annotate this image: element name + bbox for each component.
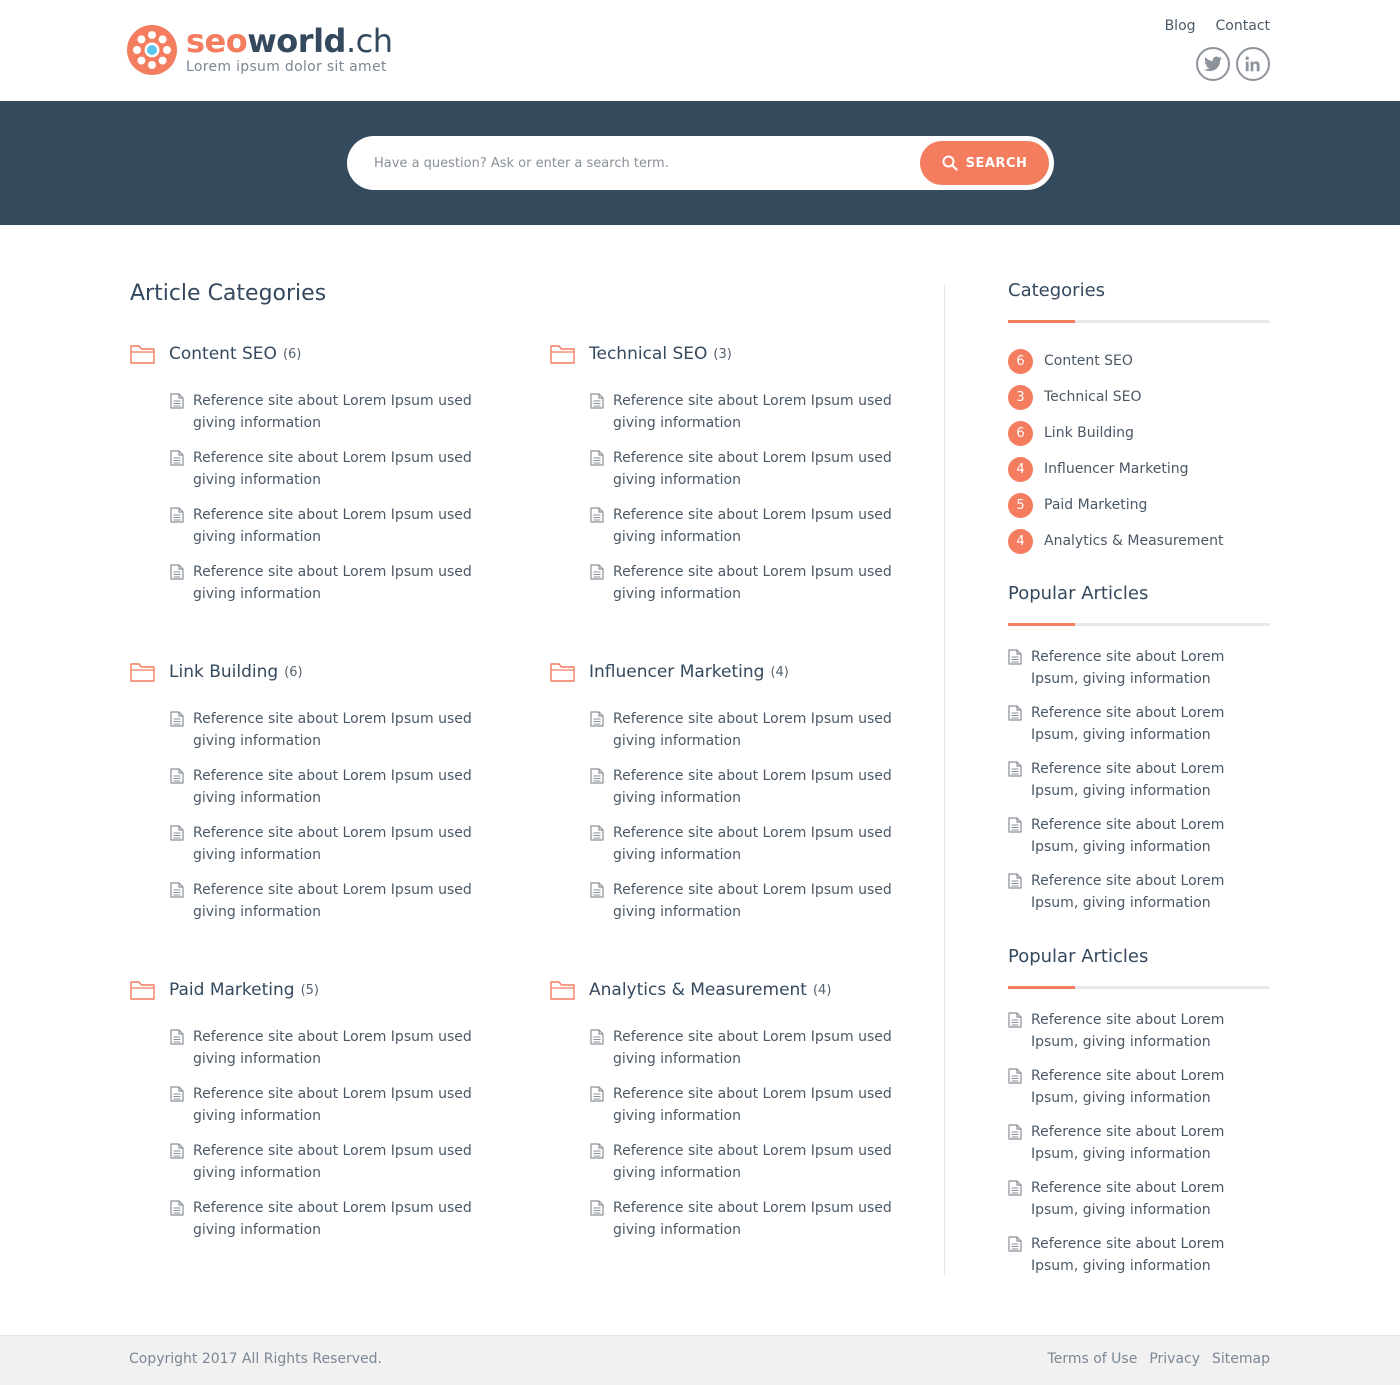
document-icon bbox=[1008, 1124, 1022, 1140]
article-item[interactable] bbox=[170, 879, 490, 936]
document-icon bbox=[1008, 1012, 1022, 1028]
popular-article-link[interactable]: Reference site about Lorem Ipsum, giving information bbox=[1031, 705, 1225, 743]
document-icon bbox=[1008, 817, 1022, 833]
logo-world: world bbox=[247, 22, 346, 60]
article-list bbox=[170, 390, 490, 618]
linkedin-button[interactable] bbox=[1236, 47, 1270, 81]
category-block bbox=[550, 660, 910, 936]
category-block bbox=[130, 342, 490, 618]
document-icon bbox=[170, 1200, 184, 1216]
article-list bbox=[170, 708, 490, 936]
document-icon bbox=[170, 507, 184, 523]
sidebar-category-label[interactable]: Analytics & Measurement bbox=[1044, 533, 1224, 549]
category-name[interactable]: Technical SEO bbox=[589, 344, 708, 364]
category-count: (4) bbox=[770, 664, 789, 680]
document-icon bbox=[170, 1029, 184, 1045]
document-icon bbox=[170, 1143, 184, 1159]
article-item[interactable] bbox=[170, 1026, 490, 1083]
sidebar-title-underline bbox=[1008, 986, 1270, 989]
twitter-icon bbox=[1204, 56, 1222, 72]
category-block bbox=[130, 978, 490, 1254]
document-icon bbox=[590, 1200, 604, 1216]
nav-contact[interactable]: Contact bbox=[1215, 18, 1270, 34]
site-header bbox=[0, 0, 1400, 101]
footer-links bbox=[1048, 1351, 1270, 1367]
category-header[interactable] bbox=[130, 660, 490, 684]
document-icon bbox=[170, 564, 184, 580]
popular-article-item[interactable] bbox=[1008, 646, 1270, 702]
popular-article-item[interactable] bbox=[1008, 1121, 1270, 1177]
article-item[interactable] bbox=[590, 1140, 910, 1197]
document-icon bbox=[590, 393, 604, 409]
count-badge: 5 bbox=[1008, 493, 1033, 518]
category-name[interactable]: Influencer Marketing bbox=[589, 662, 765, 682]
category-block bbox=[550, 978, 910, 1254]
popular-article-link[interactable]: Reference site about Lorem Ipsum, giving information bbox=[1031, 817, 1225, 855]
article-item[interactable] bbox=[170, 561, 490, 618]
count-badge: 4 bbox=[1008, 529, 1033, 554]
document-icon bbox=[590, 1143, 604, 1159]
folder-icon bbox=[130, 343, 155, 365]
document-icon bbox=[590, 768, 604, 784]
document-icon bbox=[1008, 1180, 1022, 1196]
popular-article-item[interactable] bbox=[1008, 1065, 1270, 1121]
copyright-text: Copyright 2017 All Rights Reserved. bbox=[129, 1351, 382, 1367]
category-header[interactable] bbox=[550, 978, 910, 1002]
document-icon bbox=[590, 450, 604, 466]
sidebar-title-underline bbox=[1008, 623, 1270, 626]
document-icon bbox=[590, 564, 604, 580]
article-item[interactable] bbox=[170, 447, 490, 504]
site-footer bbox=[0, 1335, 1400, 1385]
article-item[interactable] bbox=[590, 390, 910, 447]
footer-link-sitemap[interactable]: Sitemap bbox=[1212, 1351, 1270, 1367]
document-icon bbox=[590, 825, 604, 841]
logo-icon bbox=[127, 25, 177, 75]
sidebar-title-underline bbox=[1008, 320, 1270, 323]
folder-icon bbox=[550, 979, 575, 1001]
count-badge: 6 bbox=[1008, 421, 1033, 446]
popular-article-link[interactable]: Reference site about Lorem Ipsum, giving information bbox=[1031, 1124, 1225, 1162]
article-link[interactable]: Reference site about Lorem Ipsum used giving information bbox=[193, 711, 472, 749]
popular-article-link[interactable]: Reference site about Lorem Ipsum, giving information bbox=[1031, 1012, 1225, 1050]
sidebar-category-item[interactable] bbox=[1008, 379, 1270, 415]
article-link[interactable]: Reference site about Lorem Ipsum used giving information bbox=[613, 768, 892, 806]
sidebar-category-item[interactable] bbox=[1008, 451, 1270, 487]
article-item[interactable] bbox=[170, 822, 490, 879]
folder-icon bbox=[550, 343, 575, 365]
category-name[interactable]: Paid Marketing bbox=[169, 980, 295, 1000]
document-icon bbox=[170, 393, 184, 409]
article-item[interactable] bbox=[590, 822, 910, 879]
article-item[interactable] bbox=[170, 765, 490, 822]
document-icon bbox=[170, 882, 184, 898]
document-icon bbox=[170, 450, 184, 466]
logo-seo: seo bbox=[186, 22, 248, 60]
sidebar-popular-title: Popular Articles bbox=[1008, 583, 1149, 604]
document-icon bbox=[1008, 705, 1022, 721]
sidebar-category-item[interactable] bbox=[1008, 343, 1270, 379]
column-divider bbox=[944, 285, 945, 1275]
document-icon bbox=[170, 711, 184, 727]
popular-article-item[interactable] bbox=[1008, 870, 1270, 926]
article-item[interactable] bbox=[170, 1197, 490, 1254]
popular-article-link[interactable]: Reference site about Lorem Ipsum, giving information bbox=[1031, 873, 1225, 911]
category-block bbox=[130, 660, 490, 936]
category-count: (6) bbox=[284, 664, 303, 680]
sidebar-categories-title: Categories bbox=[1008, 280, 1106, 301]
document-icon bbox=[1008, 1068, 1022, 1084]
popular-article-link[interactable]: Reference site about Lorem Ipsum, giving information bbox=[1031, 1068, 1225, 1106]
category-count: (3) bbox=[713, 346, 732, 362]
logo-tagline: Lorem ipsum dolor sit amet bbox=[186, 59, 387, 75]
document-icon bbox=[1008, 873, 1022, 889]
article-item[interactable] bbox=[170, 1140, 490, 1197]
article-item[interactable] bbox=[590, 879, 910, 936]
search-input[interactable] bbox=[374, 149, 914, 177]
category-name[interactable]: Link Building bbox=[169, 662, 279, 682]
article-item[interactable] bbox=[590, 1026, 910, 1083]
popular-article-item[interactable] bbox=[1008, 1177, 1270, 1233]
linkedin-icon bbox=[1245, 56, 1261, 72]
document-icon bbox=[590, 711, 604, 727]
count-badge: 6 bbox=[1008, 349, 1033, 374]
category-block bbox=[550, 342, 910, 618]
category-count: (4) bbox=[812, 982, 832, 998]
article-link[interactable]: Reference site about Lorem Ipsum used giving information bbox=[193, 450, 472, 488]
twitter-button[interactable] bbox=[1196, 47, 1230, 81]
article-link[interactable]: Reference site about Lorem Ipsum used giving information bbox=[613, 564, 892, 602]
popular-article-item[interactable] bbox=[1008, 814, 1270, 870]
nav-blog[interactable]: Blog bbox=[1164, 18, 1196, 34]
article-link[interactable]: Reference site about Lorem Ipsum used giving information bbox=[193, 882, 472, 920]
category-header[interactable] bbox=[130, 342, 490, 366]
article-link[interactable]: Reference site about Lorem Ipsum used giving information bbox=[193, 393, 472, 431]
category-header[interactable] bbox=[550, 660, 910, 684]
article-link[interactable]: Reference site about Lorem Ipsum used giving information bbox=[193, 1086, 472, 1124]
article-link[interactable]: Reference site about Lorem Ipsum used giving information bbox=[613, 507, 892, 545]
article-link[interactable]: Reference site about Lorem Ipsum used giving information bbox=[613, 1086, 892, 1124]
footer-link-terms[interactable]: Terms of Use bbox=[1047, 1351, 1138, 1367]
count-badge: 3 bbox=[1008, 385, 1033, 410]
document-icon bbox=[590, 1086, 604, 1102]
article-link[interactable]: Reference site about Lorem Ipsum used giving information bbox=[193, 1143, 472, 1181]
article-link[interactable]: Reference site about Lorem Ipsum used giving information bbox=[613, 393, 892, 431]
sidebar-category-item[interactable] bbox=[1008, 415, 1270, 451]
article-link[interactable]: Reference site about Lorem Ipsum used giving information bbox=[193, 825, 472, 863]
article-link[interactable]: Reference site about Lorem Ipsum used giving information bbox=[613, 1143, 892, 1181]
popular-article-item[interactable] bbox=[1008, 702, 1270, 758]
document-icon bbox=[170, 825, 184, 841]
document-icon bbox=[1008, 761, 1022, 777]
article-list bbox=[590, 708, 910, 936]
folder-icon bbox=[130, 979, 155, 1001]
sidebar-category-label[interactable]: Content SEO bbox=[1044, 353, 1133, 369]
folder-icon bbox=[550, 661, 575, 683]
document-icon bbox=[590, 507, 604, 523]
article-link[interactable]: Reference site about Lorem Ipsum used giving information bbox=[193, 564, 472, 602]
article-link[interactable]: Reference site about Lorem Ipsum used giving information bbox=[613, 882, 892, 920]
search-button-label: SEARCH bbox=[965, 155, 1028, 171]
popular-article-link[interactable]: Reference site about Lorem Ipsum, giving information bbox=[1031, 1236, 1225, 1274]
sidebar-category-label[interactable]: Influencer Marketing bbox=[1044, 461, 1189, 477]
article-link[interactable]: Reference site about Lorem Ipsum used giving information bbox=[193, 1029, 472, 1067]
logo-ch: .ch bbox=[345, 22, 393, 60]
sidebar-categories bbox=[1008, 280, 1270, 559]
article-link[interactable]: Reference site about Lorem Ipsum used giving information bbox=[193, 768, 472, 806]
document-icon bbox=[170, 1086, 184, 1102]
sidebar-category-label[interactable]: Technical SEO bbox=[1044, 389, 1142, 405]
article-item[interactable] bbox=[590, 561, 910, 618]
sidebar-category-label[interactable]: Link Building bbox=[1044, 425, 1134, 441]
social-links bbox=[1196, 47, 1270, 81]
sidebar-popular-title: Popular Articles bbox=[1008, 946, 1149, 967]
popular-article-link[interactable]: Reference site about Lorem Ipsum, giving information bbox=[1031, 649, 1225, 687]
popular-article-item[interactable] bbox=[1008, 1233, 1270, 1289]
article-link[interactable]: Reference site about Lorem Ipsum used giving information bbox=[193, 507, 472, 545]
article-item[interactable] bbox=[590, 504, 910, 561]
article-link[interactable]: Reference site about Lorem Ipsum used giving information bbox=[193, 1200, 472, 1238]
page-title: Article Categories bbox=[130, 281, 327, 306]
category-name[interactable]: Analytics & Measurement bbox=[589, 980, 807, 1000]
search-icon bbox=[942, 155, 958, 171]
article-link[interactable]: Reference site about Lorem Ipsum used giving information bbox=[613, 450, 892, 488]
sidebar-category-item[interactable] bbox=[1008, 523, 1270, 559]
top-nav bbox=[1165, 18, 1270, 34]
document-icon bbox=[1008, 1236, 1022, 1252]
sidebar-popular-1 bbox=[1008, 583, 1270, 926]
article-link[interactable]: Reference site about Lorem Ipsum used giving information bbox=[613, 1029, 892, 1067]
article-item[interactable] bbox=[590, 1197, 910, 1254]
article-item[interactable] bbox=[590, 447, 910, 504]
document-icon bbox=[590, 882, 604, 898]
document-icon bbox=[1008, 649, 1022, 665]
popular-article-link[interactable]: Reference site about Lorem Ipsum, giving information bbox=[1031, 1180, 1225, 1218]
article-link[interactable]: Reference site about Lorem Ipsum used giving information bbox=[613, 825, 892, 863]
article-item[interactable] bbox=[590, 708, 910, 765]
sidebar-popular-2 bbox=[1008, 946, 1270, 1289]
popular-article-item[interactable] bbox=[1008, 758, 1270, 814]
article-link[interactable]: Reference site about Lorem Ipsum used giving information bbox=[613, 1200, 892, 1238]
search-bar bbox=[347, 136, 1054, 190]
article-list bbox=[170, 1026, 490, 1254]
article-item[interactable] bbox=[170, 1083, 490, 1140]
search-button[interactable] bbox=[920, 141, 1049, 185]
popular-article-link[interactable]: Reference site about Lorem Ipsum, giving information bbox=[1031, 761, 1225, 799]
sidebar-category-item[interactable] bbox=[1008, 487, 1270, 523]
article-link[interactable]: Reference site about Lorem Ipsum used giving information bbox=[613, 711, 892, 749]
sidebar-category-label[interactable]: Paid Marketing bbox=[1044, 497, 1148, 513]
article-list bbox=[590, 1026, 910, 1254]
article-item[interactable] bbox=[590, 765, 910, 822]
folder-icon bbox=[130, 661, 155, 683]
search-band bbox=[0, 101, 1400, 225]
article-item[interactable] bbox=[170, 390, 490, 447]
article-list bbox=[590, 390, 910, 618]
count-badge: 4 bbox=[1008, 457, 1033, 482]
category-count: (5) bbox=[300, 982, 319, 998]
category-name[interactable]: Content SEO bbox=[169, 344, 277, 364]
article-item[interactable] bbox=[170, 504, 490, 561]
document-icon bbox=[590, 1029, 604, 1045]
document-icon bbox=[170, 768, 184, 784]
article-item[interactable] bbox=[590, 1083, 910, 1140]
category-header[interactable] bbox=[550, 342, 910, 366]
category-header[interactable] bbox=[130, 978, 490, 1002]
footer-link-privacy[interactable]: Privacy bbox=[1149, 1351, 1201, 1367]
article-item[interactable] bbox=[170, 708, 490, 765]
popular-article-item[interactable] bbox=[1008, 1009, 1270, 1065]
category-count: (6) bbox=[282, 346, 302, 362]
logo[interactable] bbox=[127, 22, 393, 75]
